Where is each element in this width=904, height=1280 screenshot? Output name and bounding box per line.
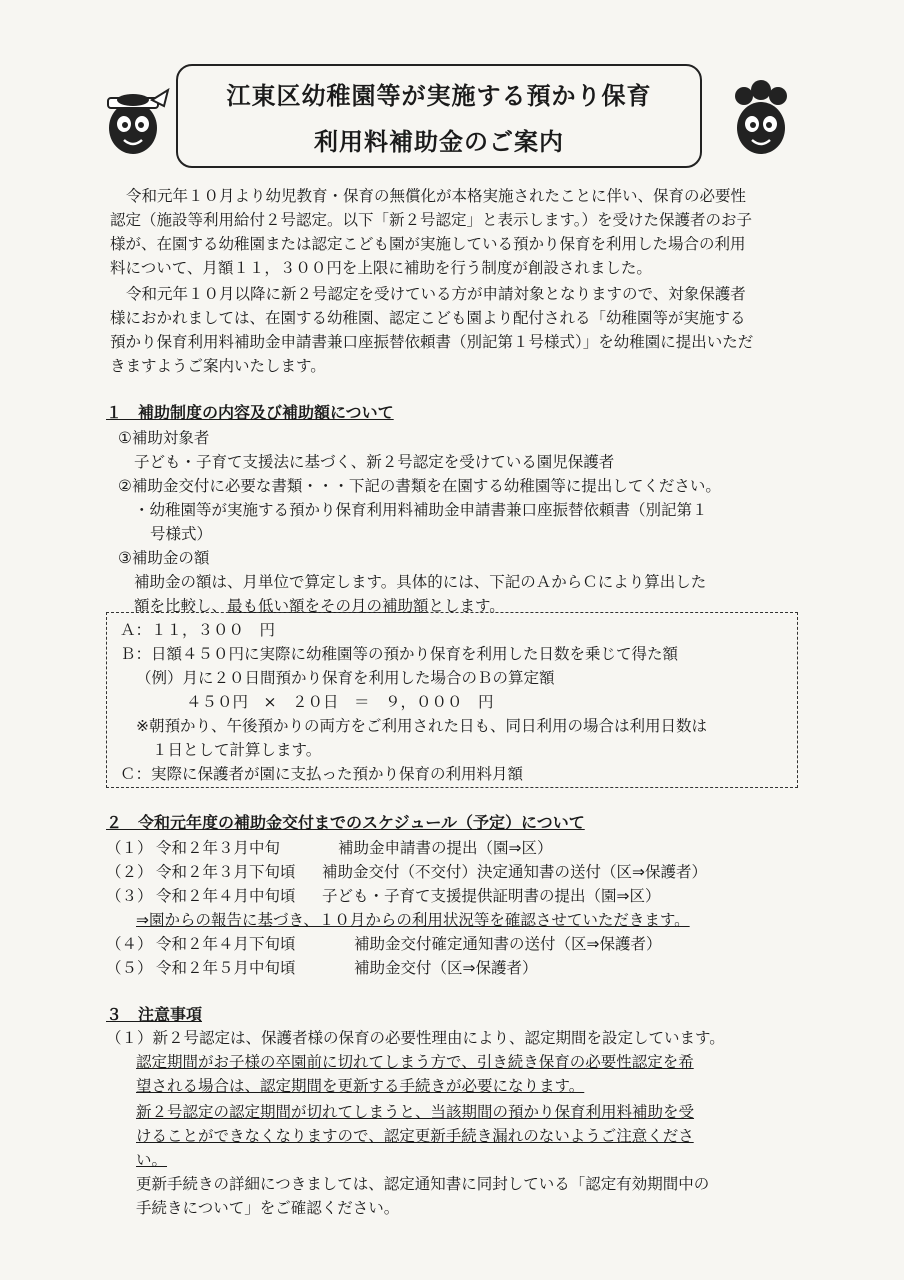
amount-emphasis: 最も低い額をその月の補助額 (227, 597, 429, 615)
page-title: 江東区幼稚園等が実施する預かり保育 (226, 82, 652, 110)
calc-b: Ｂ：日額４５０円に実際に幼稚園等の預かり保育を利用した日数を乗じて得た額 (120, 645, 679, 663)
intro-line: 認定（施設等利用給付２号認定。以下「新２号認定」と表示します。）を受けた保護者のお子 (110, 211, 753, 229)
schedule-when: 令和２年４月下旬頃 (156, 935, 296, 953)
caution-emphasis: い。 (136, 1151, 168, 1169)
calc-c: Ｃ：実際に保護者が園に支払った預かり保育の利用料月額 (120, 765, 524, 783)
schedule-no: （２） (106, 863, 153, 881)
calc-formula: ４５０円 × ２０日 ＝ ９，０００ 円 (186, 693, 494, 711)
section-2-heading: ２ 令和元年度の補助金交付までのスケジュール（予定）について (106, 813, 585, 832)
caution-emphasis: けることができなくなりますので、認定更新手続き漏れのないようご注意くださ (136, 1127, 694, 1145)
documents-item: ・幼稚園等が実施する預かり保育利用料補助金申請書兼口座振替依頼書（別記第１ (134, 501, 708, 519)
calc-note: ※朝預かり、午後預かりの両方をご利用された日も、同日利用の場合は利用日数は (136, 717, 707, 735)
caution-emphasis: 望される場合は、認定期間を更新する手続きが必要になります。 (136, 1077, 585, 1095)
target-text: 子ども・子育て支援法に基づく、新２号認定を受けている園児保護者 (134, 453, 615, 471)
intro-line: 預かり保育利用料補助金申請書兼口座振替依頼書（別記第１号様式）」を幼稚園に提出いただ (110, 333, 754, 351)
intro-paragraph-1 (110, 184, 798, 280)
calc-example: （例）月に２０日間預かり保育を利用した場合のＢの算定額 (136, 669, 555, 687)
section-1-heading: １ 補助制度の内容及び補助額について (106, 403, 394, 422)
intro-line: 料について、月額１１，３００円を上限に補助を行う制度が創設されました。 (110, 259, 652, 277)
schedule-when: 令和２年５月中旬頃 (156, 959, 296, 977)
caution-tail: 更新手続きの詳細につきましては、認定通知書に同封している「認定有効期間中の (136, 1175, 710, 1193)
schedule-when: 令和２年３月下旬頃 (156, 863, 296, 881)
schedule-note: ⇒園からの報告に基づき、１０月からの利用状況等を確認させていただきます。 (136, 911, 690, 929)
amount-text-pre: 額を比較し、 (134, 597, 228, 615)
schedule-when: 令和２年４月中旬頃 (156, 887, 296, 905)
mascot-character-icon (722, 78, 800, 160)
schedule-when: 令和２年３月中旬 (156, 839, 281, 857)
amount-text-post: とします。 (428, 597, 505, 615)
target-title: ①補助対象者 (118, 429, 210, 447)
documents-title: ②補助金交付に必要な書類・・・下記の書類を在園する幼稚園等に提出してください。 (118, 477, 721, 495)
schedule-what: 補助金交付（不交付）決定通知書の送付（区⇒保護者） (322, 863, 707, 881)
section-3-heading: ３ 注意事項 (106, 1005, 203, 1024)
schedule-what: 補助金交付（区⇒保護者） (354, 959, 538, 977)
schedule-what: 子ども・子育て支援提供証明書の提出（園⇒区） (322, 887, 661, 905)
page-subtitle: 利用料補助金のご案内 (314, 128, 564, 156)
amount-title: ③補助金の額 (118, 549, 210, 567)
intro-line: 令和元年１０月より幼児教育・保育の無償化が本格実施されたことに伴い、保育の必要性 (126, 187, 747, 205)
intro-line: 様におかれましては、在園する幼稚園、認定こども園より配付される「幼稚園等が実施する (110, 309, 746, 327)
caution-emphasis: 新２号認定の認定期間が切れてしまうと、当該期間の預かり保育利用料補助を受 (136, 1103, 695, 1121)
schedule-no: （３） (106, 887, 153, 905)
title-box (176, 64, 702, 168)
calc-a: Ａ：１１，３００ 円 (120, 621, 276, 639)
intro-line: 様が、在園する幼稚園または認定こども園が実施している預かり保育を利用した場合の利用 (110, 235, 746, 253)
caution-tail-cont: 手続きについて」をご確認ください。 (136, 1199, 400, 1217)
calc-note-cont: １日として計算します。 (152, 741, 322, 759)
mascot-character-icon (94, 78, 172, 160)
caution-line: （１）新２号認定は、保護者様の保育の必要性理由により、認定期間を設定しています。 (106, 1029, 725, 1047)
intro-paragraph-2 (110, 282, 798, 378)
schedule-what: 補助金交付確定通知書の送付（区⇒保護者） (354, 935, 662, 953)
schedule-what: 補助金申請書の提出（園⇒区） (338, 839, 553, 857)
amount-text: 補助金の額は、月単位で算定します。具体的には、下記のＡからＣにより算出した (134, 573, 707, 591)
intro-line: 令和元年１０月以降に新２号認定を受けている方が申請対象となりますので、対象保護者 (126, 285, 746, 303)
schedule-no: （５） (106, 959, 153, 977)
intro-line: きますようご案内いたします。 (110, 357, 326, 375)
caution-emphasis: 認定期間がお子様の卒園前に切れてしまう方で、引き続き保育の必要性認定を希 (136, 1053, 694, 1071)
schedule-no: （４） (106, 935, 153, 953)
documents-item-cont: 号様式） (150, 525, 213, 543)
schedule-no: （１） (106, 839, 153, 857)
